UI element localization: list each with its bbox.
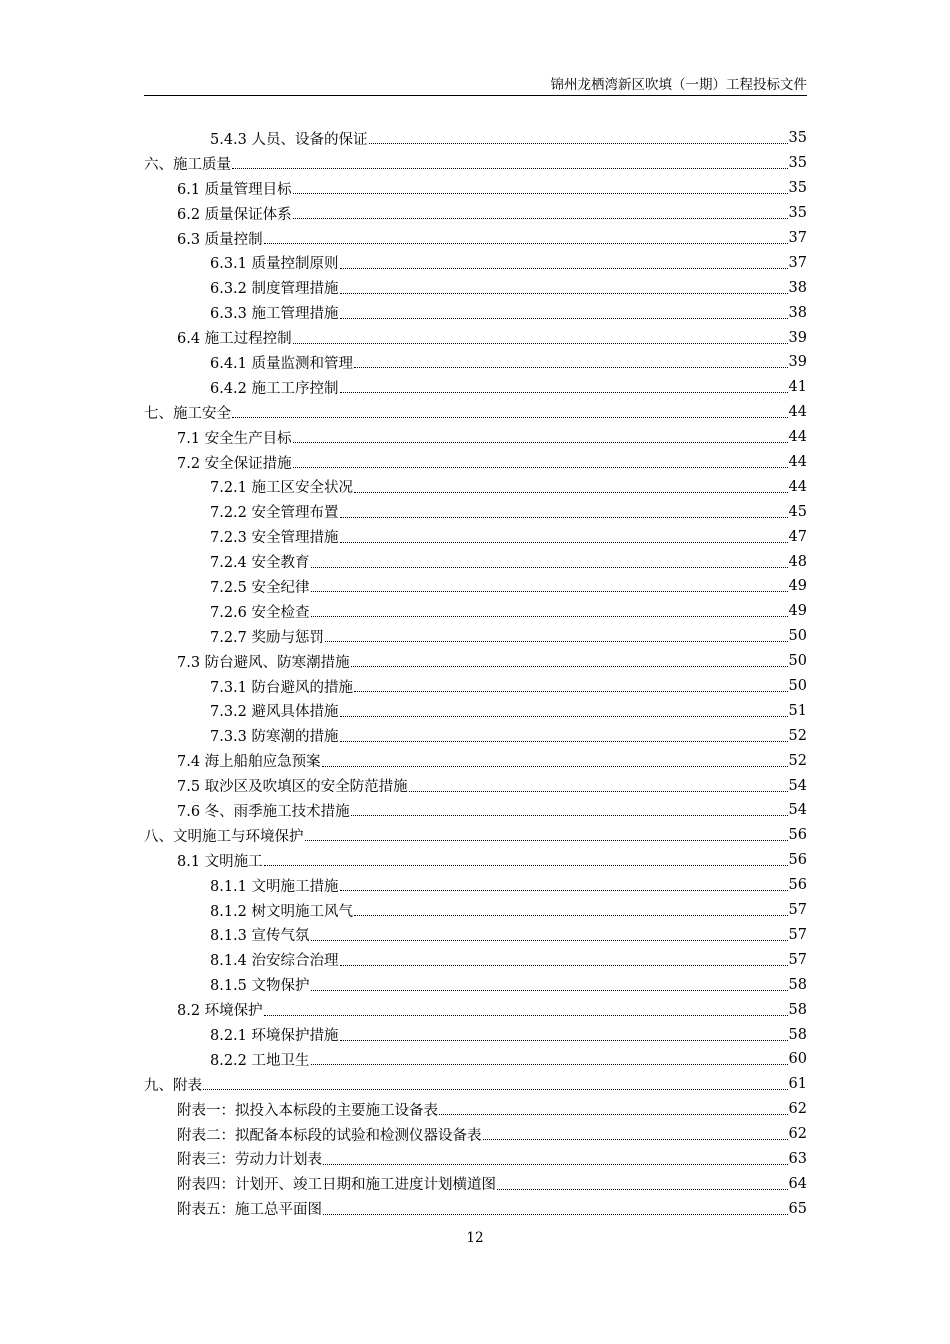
toc-entry-page: 44 xyxy=(788,478,807,495)
toc-dot-leader xyxy=(340,726,788,742)
toc-entry[interactable] xyxy=(144,723,807,748)
toc-entry-title: 7.2.2 安全管理布置 xyxy=(210,505,339,522)
toc-entry[interactable] xyxy=(144,325,807,350)
toc-entry-page: 50 xyxy=(788,678,807,695)
toc-entry[interactable] xyxy=(144,499,807,524)
toc-entry[interactable] xyxy=(144,823,807,848)
toc-entry-title: 6.3.1 质量控制原则 xyxy=(210,256,339,273)
toc-dot-leader xyxy=(305,825,788,841)
toc-dot-leader xyxy=(311,925,788,941)
toc-entry-title: 6.4.2 施工工序控制 xyxy=(210,380,339,397)
toc-entry[interactable] xyxy=(144,1097,807,1122)
toc-entry[interactable] xyxy=(144,275,807,300)
toc-entry-page: 44 xyxy=(788,404,807,421)
toc-entry-title: 6.3 质量控制 xyxy=(177,231,263,248)
toc-entry[interactable] xyxy=(144,549,807,574)
toc-entry[interactable] xyxy=(144,624,807,649)
toc-entry-page: 39 xyxy=(788,354,807,371)
toc-entry-title: 八、文明施工与环境保护 xyxy=(144,828,304,845)
toc-entry-title: 七、施工安全 xyxy=(144,405,231,422)
toc-entry-title: 7.2.4 安全教育 xyxy=(210,555,310,572)
toc-entry-title: 7.2 安全保证措施 xyxy=(177,455,292,472)
toc-entry-page: 38 xyxy=(788,304,807,321)
toc-entry-page: 35 xyxy=(788,205,807,222)
toc-entry-title: 8.1.5 文物保护 xyxy=(210,978,310,995)
toc-entry-title: 6.3.3 施工管理措施 xyxy=(210,306,339,323)
toc-entry-page: 57 xyxy=(788,951,807,968)
toc-dot-leader xyxy=(203,1074,788,1090)
toc-dot-leader xyxy=(340,701,788,717)
toc-dot-leader xyxy=(351,651,788,667)
toc-entry[interactable] xyxy=(144,474,807,499)
toc-entry[interactable] xyxy=(144,250,807,275)
toc-entry-page: 57 xyxy=(788,926,807,943)
toc-entry[interactable] xyxy=(144,350,807,375)
toc-entry-title: 6.2 质量保证体系 xyxy=(177,206,292,223)
toc-entry-page: 52 xyxy=(788,752,807,769)
toc-dot-leader xyxy=(483,1124,788,1140)
toc-dot-leader xyxy=(232,402,788,418)
toc-entry[interactable] xyxy=(144,226,807,251)
toc-entry-page: 41 xyxy=(788,379,807,396)
toc-entry-title: 附表二：拟配备本标段的试验和检测仪器设备表 xyxy=(177,1127,482,1144)
toc-dot-leader xyxy=(369,128,788,144)
toc-entry-title: 附表一：拟投入本标段的主要施工设备表 xyxy=(177,1102,438,1119)
toc-entry-page: 49 xyxy=(788,578,807,595)
toc-entry-page: 58 xyxy=(788,1001,807,1018)
toc-dot-leader xyxy=(293,178,788,194)
toc-entry-page: 57 xyxy=(788,902,807,919)
toc-dot-leader xyxy=(354,477,788,493)
toc-entry[interactable] xyxy=(144,574,807,599)
toc-entry-title: 7.5 取沙区及吹填区的安全防范措施 xyxy=(177,779,408,796)
toc-entry[interactable] xyxy=(144,425,807,450)
toc-dot-leader xyxy=(409,776,788,792)
toc-entry-page: 44 xyxy=(788,429,807,446)
toc-entry-page: 49 xyxy=(788,603,807,620)
toc-dot-leader xyxy=(232,153,788,169)
toc-entry-title: 7.2.6 安全检查 xyxy=(210,604,310,621)
toc-dot-leader xyxy=(311,576,788,592)
toc-entry-title: 5.4.3 人员、设备的保证 xyxy=(210,131,368,148)
toc-entry[interactable] xyxy=(144,1022,807,1047)
toc-entry-page: 62 xyxy=(788,1126,807,1143)
toc-entry-page: 37 xyxy=(788,230,807,246)
toc-entry-page: 60 xyxy=(788,1051,807,1068)
toc-entry[interactable] xyxy=(144,126,807,151)
toc-entry-page: 35 xyxy=(788,180,807,197)
toc-dot-leader xyxy=(354,352,788,368)
toc-entry-page: 47 xyxy=(788,528,807,545)
toc-entry-title: 附表四：计划开、竣工日期和施工进度计划横道图 xyxy=(177,1177,496,1194)
toc-entry-page: 35 xyxy=(788,155,807,172)
toc-entry-page: 38 xyxy=(788,279,807,296)
toc-entry-page: 37 xyxy=(788,254,807,271)
toc-dot-leader xyxy=(323,1199,788,1215)
toc-entry-title: 8.2 环境保护 xyxy=(177,1003,263,1020)
toc-dot-leader xyxy=(311,552,788,568)
toc-entry-title: 附表三：劳动力计划表 xyxy=(177,1152,322,1169)
toc-entry[interactable] xyxy=(144,1047,807,1072)
toc-entry-title: 7.4 海上船舶应急预案 xyxy=(177,754,321,771)
toc-entry-page: 35 xyxy=(788,130,807,147)
toc-entry-title: 6.1 质量管理目标 xyxy=(177,181,292,198)
toc-entry[interactable] xyxy=(144,300,807,325)
toc-entry[interactable] xyxy=(144,947,807,972)
toc-entry-title: 六、施工质量 xyxy=(144,156,231,173)
toc-entry-title: 7.3.2 避风具体措施 xyxy=(210,704,339,721)
toc-entry-title: 7.3.1 防台避风的措施 xyxy=(210,679,354,696)
toc-entry[interactable] xyxy=(144,1072,807,1097)
toc-entry-title: 6.4.1 质量监测和管理 xyxy=(210,355,354,372)
toc-dot-leader xyxy=(354,900,788,916)
toc-entry[interactable] xyxy=(144,176,807,201)
toc-entry[interactable] xyxy=(144,923,807,948)
toc-entry-page: 58 xyxy=(788,976,807,993)
toc-entry-page: 45 xyxy=(788,503,807,520)
toc-entry[interactable] xyxy=(144,1147,807,1172)
toc-entry[interactable] xyxy=(144,972,807,997)
toc-dot-leader xyxy=(340,875,788,891)
document-header: 锦州龙栖湾新区吹填（一期）工程投标文件 xyxy=(550,77,807,93)
toc-entry[interactable] xyxy=(144,997,807,1022)
toc-dot-leader xyxy=(340,1025,788,1041)
toc-entry-title: 6.3.2 制度管理措施 xyxy=(210,281,339,298)
toc-dot-leader xyxy=(322,751,788,767)
toc-entry-title: 7.2.7 奖励与惩罚 xyxy=(210,629,325,646)
toc-entry-title: 6.4 施工过程控制 xyxy=(177,331,292,348)
toc-entry[interactable] xyxy=(144,773,807,798)
toc-entry[interactable] xyxy=(144,375,807,400)
toc-entry-title: 8.1.2 树文明施工风气 xyxy=(210,903,354,920)
toc-entry[interactable] xyxy=(144,524,807,549)
toc-dot-leader xyxy=(293,452,788,468)
toc-entry-title: 附表五：施工总平面图 xyxy=(177,1202,322,1219)
toc-entry-page: 65 xyxy=(788,1200,807,1217)
toc-dot-leader xyxy=(293,328,788,344)
toc-entry-title: 7.3 防台避风、防寒潮措施 xyxy=(177,654,350,671)
header-divider xyxy=(144,95,807,96)
toc-entry-title: 7.3.3 防寒潮的措施 xyxy=(210,729,339,746)
toc-entry-page: 52 xyxy=(788,727,807,744)
toc-entry-title: 7.2.3 安全管理措施 xyxy=(210,530,339,547)
toc-dot-leader xyxy=(264,228,788,244)
toc-dot-leader xyxy=(264,850,788,866)
toc-dot-leader xyxy=(293,203,788,219)
toc-entry[interactable] xyxy=(144,1171,807,1196)
toc-dot-leader xyxy=(311,975,788,991)
toc-dot-leader xyxy=(293,427,788,443)
toc-entry-title: 8.1.3 宣传气氛 xyxy=(210,928,310,945)
toc-entry-title: 8.1 文明施工 xyxy=(177,853,263,870)
toc-entry[interactable] xyxy=(144,848,807,873)
toc-entry-page: 56 xyxy=(788,877,807,894)
toc-entry[interactable] xyxy=(144,898,807,923)
toc-entry-page: 39 xyxy=(788,329,807,346)
toc-entry[interactable] xyxy=(144,599,807,624)
toc-entry-title: 7.6 冬、雨季施工技术措施 xyxy=(177,803,350,820)
toc-entry-page: 62 xyxy=(788,1101,807,1118)
toc-entry[interactable] xyxy=(144,201,807,226)
toc-entry-page: 54 xyxy=(788,802,807,819)
toc-entry[interactable] xyxy=(144,1196,807,1221)
toc-dot-leader xyxy=(311,601,788,617)
toc-entry[interactable] xyxy=(144,873,807,898)
toc-dot-leader xyxy=(340,527,788,543)
toc-dot-leader xyxy=(340,278,788,294)
toc-dot-leader xyxy=(340,502,788,518)
toc-dot-leader xyxy=(264,1000,788,1016)
toc-entry-page: 48 xyxy=(788,553,807,570)
page-number: 12 xyxy=(466,1230,484,1246)
toc-entry[interactable] xyxy=(144,151,807,176)
toc-entry-page: 51 xyxy=(788,702,807,719)
toc-dot-leader xyxy=(340,303,788,319)
toc-entry-page: 61 xyxy=(788,1076,807,1093)
toc-entry-page: 63 xyxy=(788,1150,807,1167)
table-of-contents xyxy=(144,126,807,1221)
toc-entry[interactable] xyxy=(144,400,807,425)
toc-entry[interactable] xyxy=(144,450,807,475)
toc-entry-title: 8.1.4 治安综合治理 xyxy=(210,953,339,970)
toc-entry[interactable] xyxy=(144,698,807,723)
toc-entry[interactable] xyxy=(144,1122,807,1147)
toc-entry-page: 56 xyxy=(788,852,807,869)
toc-dot-leader xyxy=(340,253,788,269)
toc-entry[interactable] xyxy=(144,649,807,674)
toc-dot-leader xyxy=(351,800,788,816)
toc-entry-page: 50 xyxy=(788,628,807,645)
toc-entry-title: 九、附表 xyxy=(144,1077,202,1094)
toc-entry-title: 8.2.1 环境保护措施 xyxy=(210,1028,339,1044)
toc-entry[interactable] xyxy=(144,674,807,699)
toc-dot-leader xyxy=(354,676,788,692)
toc-entry-title: 7.2.5 安全纪律 xyxy=(210,579,310,596)
toc-dot-leader xyxy=(439,1099,788,1115)
toc-dot-leader xyxy=(323,1149,788,1165)
toc-entry-title: 8.2.2 工地卫生 xyxy=(210,1052,310,1069)
toc-dot-leader xyxy=(325,626,788,642)
toc-dot-leader xyxy=(340,377,788,393)
toc-entry-page: 54 xyxy=(788,777,807,794)
toc-dot-leader xyxy=(497,1174,788,1190)
toc-entry-page: 64 xyxy=(788,1175,807,1192)
toc-entry-title: 8.1.1 文明施工措施 xyxy=(210,878,339,895)
toc-entry[interactable] xyxy=(144,798,807,823)
toc-entry[interactable] xyxy=(144,748,807,773)
toc-dot-leader xyxy=(340,950,788,966)
toc-dot-leader xyxy=(311,1049,788,1065)
toc-entry-page: 58 xyxy=(788,1026,807,1043)
toc-entry-page: 56 xyxy=(788,827,807,844)
toc-entry-title: 7.2.1 施工区安全状况 xyxy=(210,480,354,497)
toc-entry-page: 44 xyxy=(788,454,807,471)
toc-entry-title: 7.1 安全生产目标 xyxy=(177,430,292,447)
toc-entry-page: 50 xyxy=(788,653,807,670)
